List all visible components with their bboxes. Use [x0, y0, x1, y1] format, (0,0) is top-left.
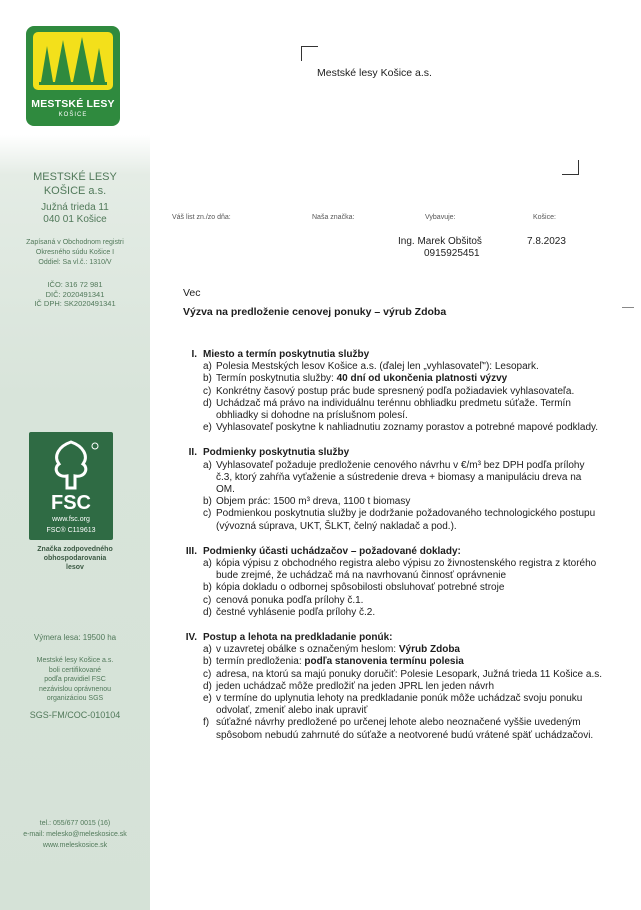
section-title: Podmienky poskytnutia služby [203, 447, 350, 459]
fsc-logo [29, 432, 113, 540]
letter-date: 7.8.2023 [527, 236, 566, 247]
address-corner-mark [562, 160, 579, 175]
certification-note: Mestské lesy Košice a.s. boli certifikované podľa pravidiel FSC nezávislou oprávnenou organizáciou SGS [36, 657, 114, 702]
letter-body [175, 349, 615, 755]
list-item: f) súťažné návrhy predložené po určenej lehote alebo neoznačené vyššie uvedeným spôsobom nebudú zahrnuté do súťaže a neotvorené budú vrátené späť uchádzačovi. [203, 717, 594, 741]
section-submission-procedure [175, 632, 615, 742]
handler-name: Ing. Marek Obšitoš [398, 236, 482, 247]
logo-emblem [33, 32, 113, 90]
section-title: Podmienky účasti uchádzačov – požadované doklady: [203, 545, 461, 557]
list-item: b) kópia dokladu o odbornej spôsobilosti obsluhovať potrebné stroje [203, 582, 505, 594]
section-number: I. [191, 349, 197, 360]
fold-mark [622, 307, 634, 308]
section-number: III. [185, 545, 197, 557]
fsc-caption: Značka zodpovedného obhospodarovania lesov [37, 546, 113, 571]
list-item: d) Uchádzač má právo na individuálnu terénnu obhliadku predmetu súťaže. Termín obhliadky si dohodne na príslušnom polesí. [203, 397, 571, 422]
our-ref-label: Naša značka: [312, 214, 355, 221]
list-item: e) Vyhlasovateľ poskytne k nahliadnutiu zoznamy porastov a potrebné mapové podklady. [203, 422, 599, 434]
list-item: c) adresa, na ktorú sa majú ponuky doručiť: Polesie Lesopark, Južná trieda 11 Košice a.s. [203, 668, 603, 680]
fsc-url: www.fsc.org [52, 516, 90, 523]
contact-info: tel.: 055/677 0015 (16) e-mail: melesko@meleskosice.sk www.meleskosice.sk [23, 820, 127, 849]
company-ids: IČO: 316 72 981 DIČ: 2020491341 IČ DPH: SK2020491341 [34, 280, 116, 308]
letterhead-sidebar [0, 0, 150, 910]
your-letter-label: Váš list zn./zo dňa: [172, 214, 231, 221]
forest-area: Výmera lesa: 19500 ha [33, 633, 117, 642]
company-address: Južná trieda 11 040 01 Košice [41, 202, 109, 225]
list-item: c) Konkrétny časový postup prác bude spresnený podľa požiadaviek vyhlasovateľa. [203, 385, 575, 397]
sgs-code: SGS-FM/COC-010104 [29, 710, 121, 720]
registration-info: Zapísaná v Obchodnom registri Okresného súdu Košice I Oddiel: Sa vl.č.: 1310/V [26, 239, 124, 266]
company-logo [26, 26, 120, 126]
list-item: d) jeden uchádzač môže predložiť na jeden JPRL len jeden návrh [203, 680, 495, 692]
section-service-conditions [175, 447, 615, 532]
company-name: MESTSKÉ LESY KOŠICE a.s. [33, 171, 117, 197]
address-corner-mark [301, 46, 318, 61]
place-label: Košice: [533, 214, 556, 221]
section-title: Miesto a termín poskytnutia služby [203, 349, 370, 360]
section-place-and-term [175, 349, 615, 434]
section-title: Postup a lehota na predkladanie ponúk: [203, 632, 393, 644]
section-number: II. [188, 447, 197, 459]
list-item: b) termín predloženia: podľa stanovenia termínu polesia [203, 656, 464, 668]
fsc-code: FSC® C119613 [46, 527, 96, 534]
list-item: b) Termín poskytnutia služby: 40 dní od ukončenia platnosti výzvy [203, 373, 508, 385]
subject-label: Vec [183, 287, 201, 299]
fsc-name: FSC [51, 492, 91, 514]
list-item: c) cenová ponuka podľa prílohy č.1. [203, 594, 364, 606]
list-item: e) v termíne do uplynutia lehoty na predkladanie ponúk môže uchádzač svoju ponuku odvolať, zmeniť alebo inak upraviť [203, 693, 583, 717]
list-item: a) v uzavretej obálke s označeným heslom: Výrub Zdoba [203, 644, 460, 656]
list-item: d) čestné vyhlásenie podľa prílohy č.2. [203, 606, 376, 618]
list-item: b) Objem prác: 1500 m³ dreva, 1100 t biomasy [203, 496, 411, 508]
recipient-address: Mestské lesy Košice a.s. [317, 67, 432, 79]
list-item: c) Podmienkou poskytnutia služby je dodržanie požadovaného technologického postupu (vývozná súprava, UKT, ŠLKT, čelný nakladač a pod.). [203, 508, 596, 532]
list-item: a) kópia výpisu z obchodného registra alebo výpisu zo živnostenského registra z ktorého bude zrejmé, že uchádzač má na navrhovanú činnosť oprávnenie [203, 558, 597, 582]
list-item: a) Polesia Mestských lesov Košice a.s. (ďalej len „vyhlasovateľ"): Lesopark. [203, 361, 539, 373]
logo-brand-text: MESTSKÉ LESY [31, 98, 115, 110]
section-participation-conditions [175, 546, 615, 619]
handler-label: Vybavuje: [425, 214, 456, 221]
fsc-tree-icon [29, 438, 113, 492]
handler-phone: 0915925451 [424, 248, 480, 259]
logo-city-text: KOŠICE [58, 112, 88, 118]
list-item: a) Vyhlasovateľ požaduje predloženie cenového návrhu v €/m³ bez DPH podľa prílohy č.3, ktorý zahŕňa vyťaženie a sústredenie dreva + biomasy a manipuláciu dreva na OM. [203, 459, 585, 496]
section-number: IV. [185, 632, 197, 644]
letter-subject: Výzva na predloženie cenovej ponuky – výrub Zdoba [183, 306, 447, 318]
tree-emblem-icon [33, 32, 113, 90]
